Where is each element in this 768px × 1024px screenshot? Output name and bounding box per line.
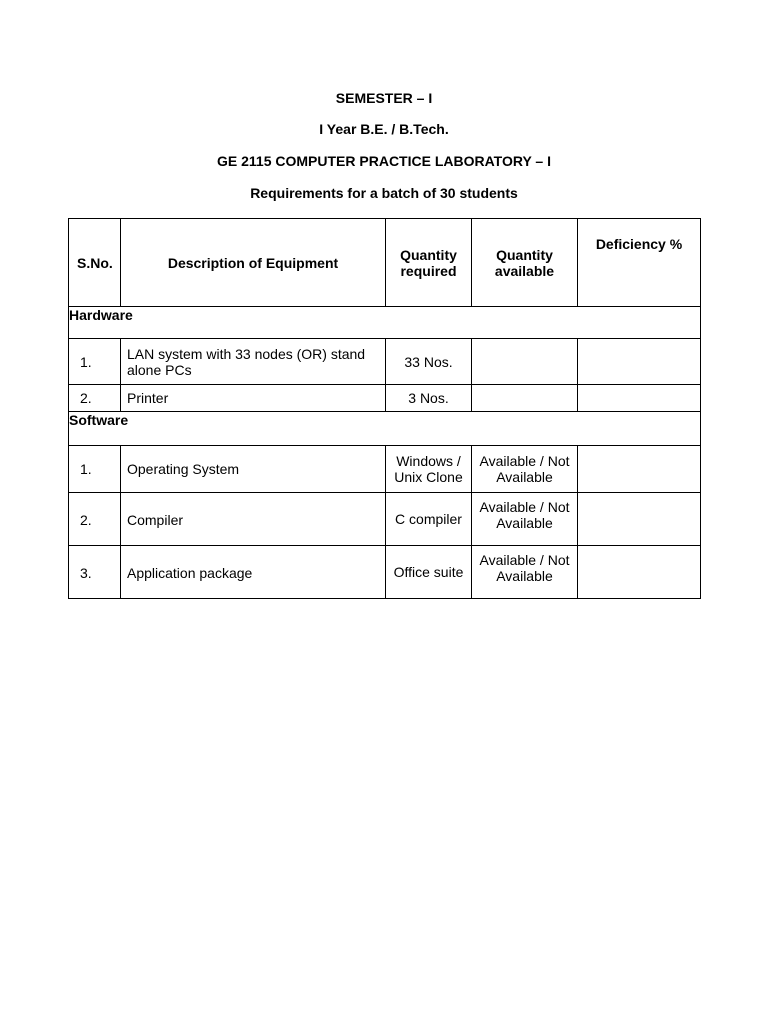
cell-deficiency [578, 493, 701, 546]
cell-description: Compiler [121, 493, 386, 546]
header-deficiency: Deficiency % [578, 219, 701, 307]
year-heading: I Year B.E. / B.Tech. [319, 121, 449, 137]
cell-qty-available: Available / Not Available [472, 446, 578, 493]
header-qty-required: Quantity required [386, 219, 472, 307]
cell-deficiency [578, 446, 701, 493]
cell-deficiency [578, 385, 701, 412]
course-title: GE 2115 COMPUTER PRACTICE LABORATORY – I [217, 153, 551, 169]
section-row-hardware [69, 307, 701, 339]
cell-description: LAN system with 33 nodes (OR) stand alone PCs [121, 339, 386, 385]
cell-qty-available [472, 339, 578, 385]
table-row [69, 546, 701, 599]
cell-qty-available: Available / Not Available [472, 546, 578, 599]
cell-description: Printer [121, 385, 386, 412]
cell-sno: 2. [69, 493, 121, 546]
section-label-hardware: Hardware [69, 307, 701, 339]
header-qty-available: Quantity available [472, 219, 578, 307]
table-row [69, 493, 701, 546]
equipment-table [68, 218, 701, 599]
cell-sno: 2. [69, 385, 121, 412]
table-row [69, 446, 701, 493]
header-description: Description of Equipment [121, 219, 386, 307]
cell-qty-available: Available / Not Available [472, 493, 578, 546]
cell-sno: 1. [69, 446, 121, 493]
cell-description: Operating System [121, 446, 386, 493]
semester-heading: SEMESTER – I [335, 90, 433, 106]
cell-deficiency [578, 339, 701, 385]
cell-sno: 3. [69, 546, 121, 599]
table-row [69, 385, 701, 412]
header-sno: S.No. [69, 219, 121, 307]
table-header-row [69, 219, 701, 307]
cell-qty-required: 3 Nos. [386, 385, 472, 412]
cell-qty-required: 33 Nos. [386, 339, 472, 385]
cell-description: Application package [121, 546, 386, 599]
requirements-heading: Requirements for a batch of 30 students [250, 185, 518, 201]
section-label-software: Software [69, 412, 701, 446]
cell-qty-available [472, 385, 578, 412]
cell-qty-required: C compiler [386, 493, 472, 546]
cell-deficiency [578, 546, 701, 599]
cell-qty-required: Windows / Unix Clone [386, 446, 472, 493]
table-row [69, 339, 701, 385]
cell-qty-required: Office suite [386, 546, 472, 599]
section-row-software [69, 412, 701, 446]
cell-sno: 1. [69, 339, 121, 385]
